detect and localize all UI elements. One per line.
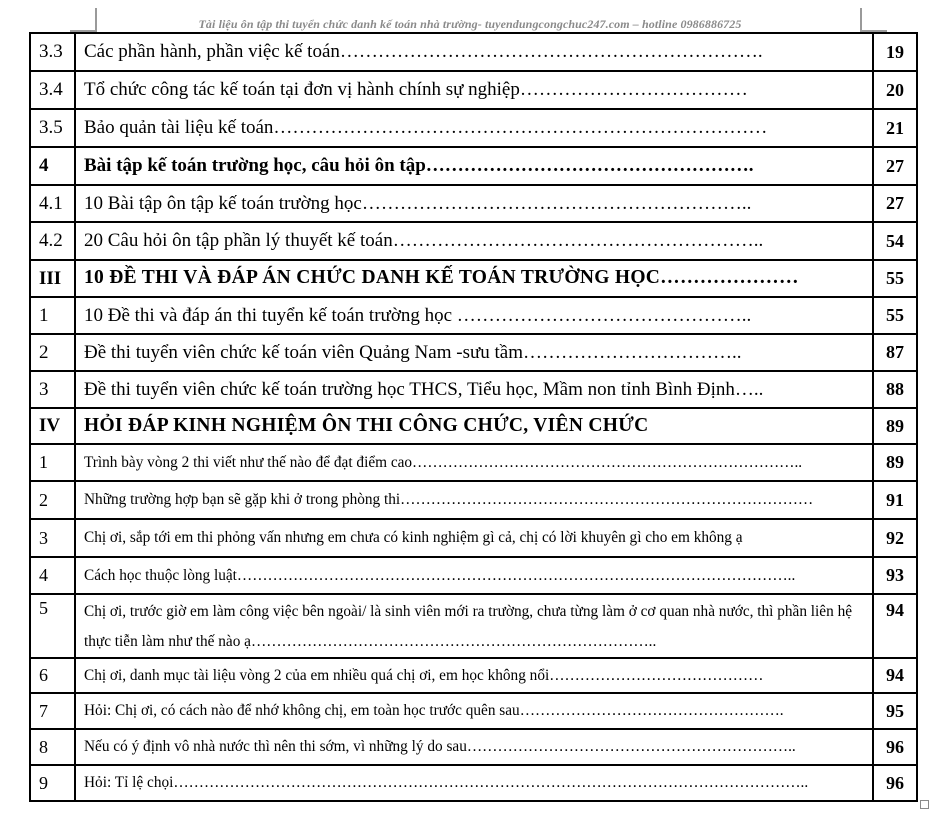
toc-title: Các phần hành, phần việc kế toán…………………………………………………………. (75, 33, 873, 71)
toc-title: Hỏi: Tỉ lệ chọi…………………………………………………………………………………………………………….. (75, 765, 873, 801)
toc-title: 10 Đề thi và đáp án thi tuyển kế toán trường học ……………………………………….. (75, 297, 873, 334)
toc-number: 1 (30, 297, 75, 334)
toc-row (30, 109, 917, 147)
toc-row (30, 557, 917, 594)
toc-row (30, 481, 917, 519)
toc-title: 20 Câu hỏi ôn tập phần lý thuyết kế toán………………………………………………….. (75, 222, 873, 260)
toc-page-number: 95 (873, 693, 917, 729)
toc-row (30, 260, 917, 297)
toc-page-number: 19 (873, 33, 917, 71)
toc-page-number: 93 (873, 557, 917, 594)
toc-page-number: 89 (873, 444, 917, 481)
toc-row (30, 519, 917, 557)
toc-page-number: 55 (873, 260, 917, 297)
toc-page-number: 94 (873, 658, 917, 693)
toc-number: 3.4 (30, 71, 75, 109)
toc-row (30, 71, 917, 109)
toc-number: 8 (30, 729, 75, 765)
toc-title: Trình bày vòng 2 thi viết như thế nào để đạt điểm cao………………………………………………………………….. (75, 444, 873, 481)
toc-number: 6 (30, 658, 75, 693)
toc-number: 4 (30, 147, 75, 185)
toc-row (30, 371, 917, 408)
toc-number: 9 (30, 765, 75, 801)
toc-row (30, 444, 917, 481)
toc-page-number: 20 (873, 71, 917, 109)
toc-row (30, 33, 917, 71)
toc-number: 1 (30, 444, 75, 481)
toc-number: 4 (30, 557, 75, 594)
toc-page-number: 96 (873, 765, 917, 801)
end-of-cell-mark (920, 800, 929, 809)
toc-page-number: 27 (873, 185, 917, 222)
toc-number: 4.1 (30, 185, 75, 222)
toc-title: Những trường hợp bạn sẽ gặp khi ở trong phòng thi……………………………………………………………………… (75, 481, 873, 519)
toc-title: Hỏi: Chị ơi, có cách nào để nhớ không chị, em toàn học trước quên sau……………………………………………. (75, 693, 873, 729)
toc-row (30, 222, 917, 260)
toc-page-number: 91 (873, 481, 917, 519)
toc-title: HỎI ĐÁP KINH NGHIỆM ÔN THI CÔNG CHỨC, VIÊN CHỨC (75, 408, 873, 444)
toc-page-number: 94 (873, 594, 917, 658)
toc-page-number: 89 (873, 408, 917, 444)
toc-row (30, 408, 917, 444)
toc-page-number: 96 (873, 729, 917, 765)
toc-number: 3.5 (30, 109, 75, 147)
toc-page-number: 21 (873, 109, 917, 147)
toc-page-number: 55 (873, 297, 917, 334)
toc-row (30, 729, 917, 765)
toc-title: Đề thi tuyển viên chức kế toán viên Quảng Nam -sưu tầm…………………………….. (75, 334, 873, 371)
toc-row (30, 765, 917, 801)
toc-number: 3 (30, 371, 75, 408)
toc-title: Chị ơi, danh mục tài liệu vòng 2 của em nhiều quá chị ơi, em học không nổi…………………………………… (75, 658, 873, 693)
toc-page-number: 88 (873, 371, 917, 408)
toc-page-number: 54 (873, 222, 917, 260)
toc-title: Chị ơi, sắp tới em thi phỏng vấn nhưng em chưa có kinh nghiệm gì cả, chị có lời khuyên gì cho em không ạ (75, 519, 873, 557)
toc-row (30, 693, 917, 729)
toc-row (30, 658, 917, 693)
toc-title: Đề thi tuyển viên chức kế toán trường học THCS, Tiểu học, Mầm non tỉnh Bình Định….. (75, 371, 873, 408)
page-header: Tài liệu ôn tập thi tuyển chức danh kế toán nhà trường- tuyendungcongchuc247.com – hotline 0986886725 (198, 17, 742, 31)
toc-title: Tổ chức công tác kế toán tại đơn vị hành chính sự nghiệp……………………………… (75, 71, 873, 109)
toc-title: Chị ơi, trước giờ em làm công việc bên ngoài/ là sinh viên mới ra trường, chưa từng làm ở cơ quan nhà nước, thì phần liên hệ thực tiễn làm như thế nào ạ…………………………………………………………………….. (75, 594, 873, 658)
toc-number: III (30, 260, 75, 297)
toc-title: Bài tập kế toán trường học, câu hỏi ôn tập……………………………………………. (75, 147, 873, 185)
table-of-contents (29, 32, 918, 802)
toc-number: 4.2 (30, 222, 75, 260)
toc-page-number: 92 (873, 519, 917, 557)
toc-title: 10 Bài tập ôn tập kế toán trường học…………………………………………………….. (75, 185, 873, 222)
toc-number: 3 (30, 519, 75, 557)
toc-row (30, 147, 917, 185)
toc-title: Nếu có ý định vô nhà nước thì nên thi sớm, vì những lý do sau……………………………………………………….. (75, 729, 873, 765)
toc-number: 2 (30, 481, 75, 519)
toc-title: Bảo quản tài liệu kế toán…………………………………………………………………… (75, 109, 873, 147)
toc-row (30, 334, 917, 371)
toc-row (30, 185, 917, 222)
toc-row (30, 297, 917, 334)
toc-number: IV (30, 408, 75, 444)
toc-number: 3.3 (30, 33, 75, 71)
toc-number: 7 (30, 693, 75, 729)
toc-title: 10 ĐỀ THI VÀ ĐÁP ÁN CHỨC DANH KẾ TOÁN TRƯỜNG HỌC………………… (75, 260, 873, 297)
toc-number: 5 (30, 594, 75, 658)
toc-page-number: 87 (873, 334, 917, 371)
toc-title: Cách học thuộc lòng luật……………………………………………………………………………………………….. (75, 557, 873, 594)
toc-page-number: 27 (873, 147, 917, 185)
toc-row (30, 594, 917, 658)
toc-number: 2 (30, 334, 75, 371)
